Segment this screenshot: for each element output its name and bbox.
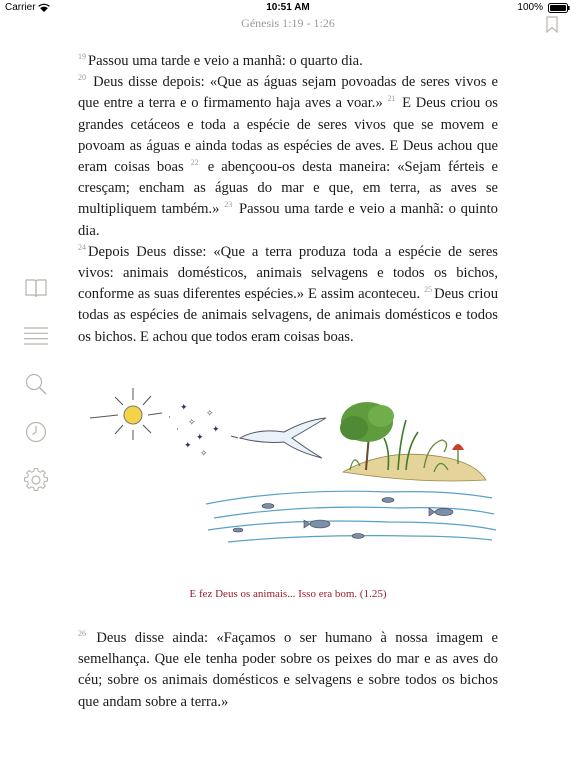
paragraph	[78, 72, 498, 242]
clock-icon	[24, 420, 48, 444]
stars-drawing	[168, 403, 220, 459]
verse-text: Depois Deus disse: «Que a terra produza toda a espécie de seres vivos: animais domésticos, animais selvagens e todos os bichos, conforme as suas diferentes espécies.» E assim aconteceu.	[78, 243, 498, 303]
verse-number: 21	[387, 94, 396, 104]
illustration-caption: E fez Deus os animais... Isso era bom. (1.25)	[189, 588, 387, 600]
list-icon	[24, 324, 48, 348]
verse-text: Deus disse depois: «Que as águas sejam povoadas de seres vivos e que entre a terra e o firmamento haja aves a voar.»	[78, 74, 498, 112]
verse-number: 22	[190, 158, 199, 168]
svg-text:✦: ✦	[184, 441, 192, 451]
svg-text:·: ·	[176, 425, 179, 435]
bird-drawing	[231, 418, 326, 458]
history-button[interactable]	[24, 420, 48, 444]
svg-text:✦: ✦	[180, 403, 188, 413]
fish-drawing	[233, 498, 453, 539]
bookmark-icon[interactable]	[546, 16, 558, 33]
paragraph	[78, 628, 498, 713]
svg-text:✧: ✧	[188, 418, 196, 428]
search-button[interactable]	[24, 372, 48, 396]
island-drawing	[340, 402, 486, 481]
contents-button[interactable]	[24, 324, 48, 348]
verse-text: Deus criou todas as espécies de animais selvagens, de animais domésticos e todos os bichos. E achou que todos eram coisas boas.	[78, 286, 498, 345]
sun-drawing	[90, 388, 162, 440]
verse-number: 23	[224, 200, 233, 210]
verses-block-top	[78, 51, 498, 348]
verse-number: 24	[78, 242, 86, 252]
verse-text: E Deus criou os grandes cetáceos e toda a espécie de seres vivos que se movem e povoam as águas e ainda todas as espécies de aves. E Deus achou que eram coisas boas	[78, 95, 498, 176]
verse-text: Passou uma tarde e veio a manhã: o quinto dia.	[78, 201, 498, 239]
battery-percent: 100%	[517, 2, 543, 13]
chapter-title: Génesis 1:19 - 1:26	[241, 16, 335, 30]
svg-text:✦: ✦	[212, 425, 220, 435]
gear-icon	[24, 468, 48, 492]
book-button[interactable]	[24, 276, 48, 300]
settings-button[interactable]	[24, 468, 48, 492]
svg-text:✦: ✦	[196, 433, 204, 443]
svg-text:✧: ✧	[206, 409, 214, 419]
search-icon	[24, 372, 48, 396]
battery-icon	[548, 3, 570, 13]
book-icon	[24, 276, 48, 300]
verses-block-bottom	[78, 628, 498, 713]
verse-number: 20	[78, 73, 86, 83]
verse-text: e abençoou-os desta maneira: «Sejam férteis e cresçam; encham as águas do mar e que, em terra, as aves se multipliquem também.»	[78, 159, 498, 218]
carrier-label: Carrier	[5, 2, 36, 13]
svg-text:·: ·	[168, 413, 171, 423]
paragraph	[78, 242, 498, 348]
water-drawing	[206, 491, 496, 542]
verse-text: Deus disse ainda: «Façamos o ser humano à nossa imagem e semelhança. Que ele tenha poder sobre os peixes do mar e as aves do céu; sobre os animais domésticos e selvagens e sobre todos os bichos que andam sobre a terra.»	[78, 630, 498, 710]
status-time: 10:51 AM	[266, 2, 310, 13]
verse-text: Passou uma tarde e veio a manhã: o quarto dia.	[88, 53, 363, 69]
verse-number: 19	[78, 52, 86, 61]
verse-number: 25	[424, 285, 433, 295]
creation-illustration	[88, 380, 498, 555]
svg-text:✧: ✧	[200, 449, 208, 459]
status-bar	[0, 0, 576, 16]
verse-number: 26	[78, 629, 86, 638]
paragraph	[78, 51, 498, 72]
